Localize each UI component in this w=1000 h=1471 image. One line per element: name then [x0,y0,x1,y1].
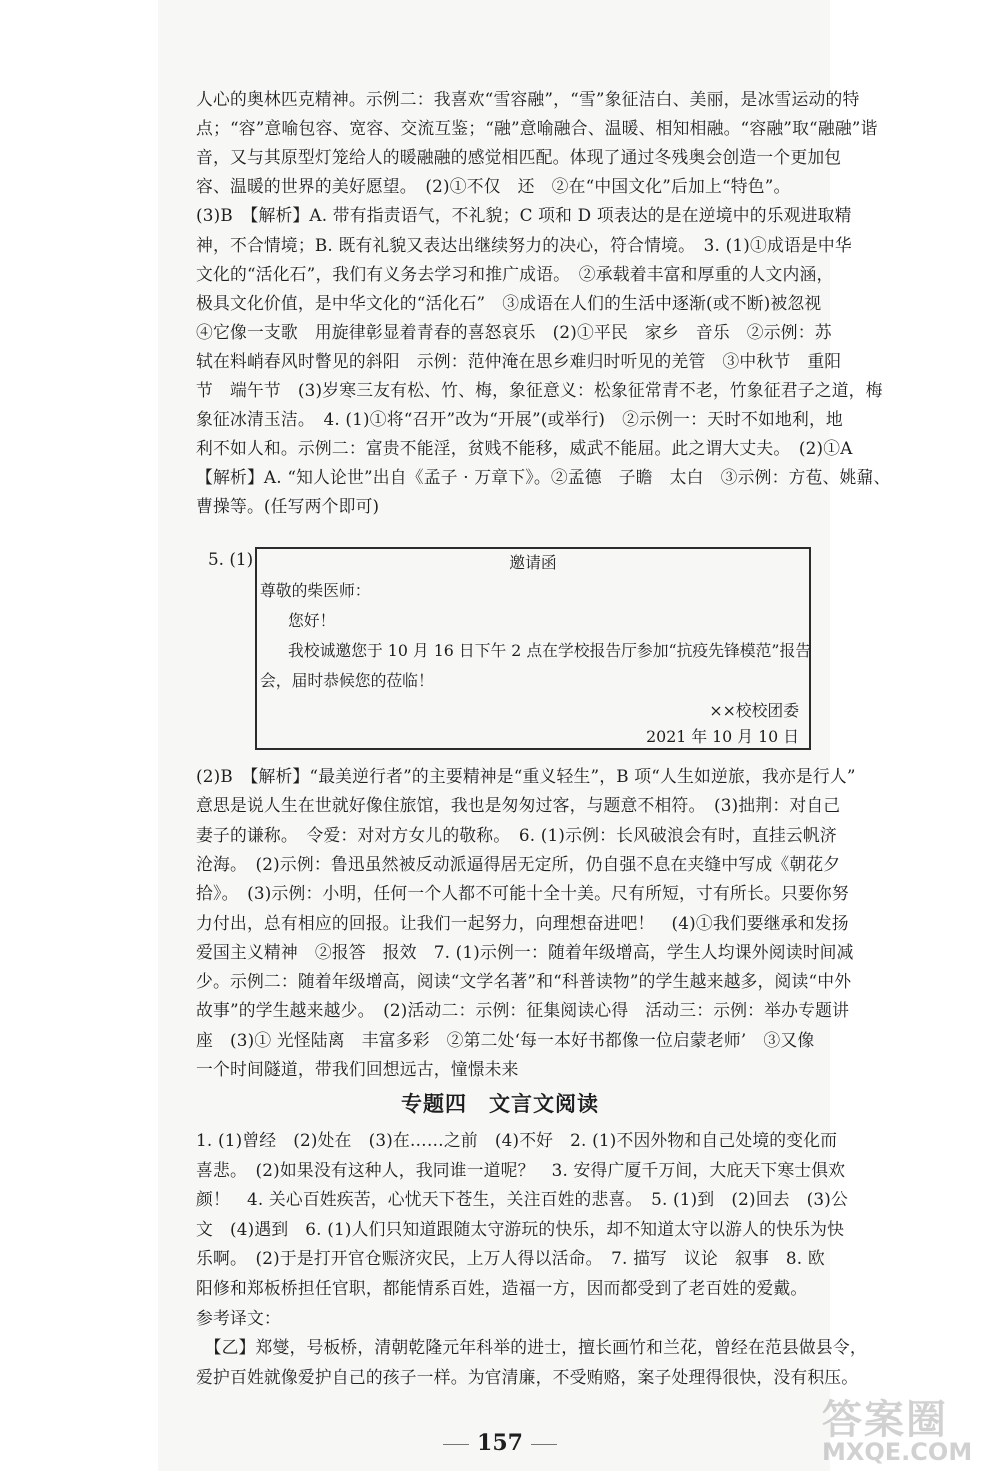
letter-salutation: 尊敬的柴医师： [260,581,371,600]
answer-line: 点；“容”意喻包容、宽容、交流互鉴；“融”意喻融合、温暖、相知相融。“容融”取“融融”谐 [196,118,878,139]
answer-line: 喜悲。 (2)如果没有这种人，我同谁一道呢？ 3. 安得广厦千万间，大庇天下寒士俱欢 [196,1159,846,1180]
answer-line: 妻子的谦称。 令爱：对对方女儿的敬称。 6. (1)示例：长风破浪会有时，直挂云帆济 [196,824,837,845]
page-number-dash-right [531,1444,557,1445]
item5-label: 5. (1) [208,549,254,569]
answer-line: 少。示例二：随着年级增高，阅读“文学名著”和“科普读物”的学生越来越多，阅读“中外 [196,971,852,992]
letter-greeting: 您好！ [288,611,336,630]
answer-line: 文化的“活化石”，我们有义务去学习和推广成语。 ②承载着丰富和厚重的人文内涵， [196,263,834,284]
answer-line: 利不如人和。示例二：富贵不能淫，贫贱不能移，威武不能屈。此之谓大丈夫。 (2)①A [196,438,853,459]
watermark-bottom: MXQE.COM [822,1438,973,1466]
answer-line: 人心的奥林匹克精神。示例二：我喜欢“雪容融”，“雪”象征洁白、美丽，是冰雪运动的特 [196,89,860,109]
answer-line: 力付出，总有相应的回报。让我们一起努力，向理想奋进吧！ (4)①我们要继承和发扬 [196,912,849,933]
answer-line: 容、温暖的世界的美好愿望。 (2)①不仅 还 ②在“中国文化”后加上“特色”。 [196,176,791,197]
answer-line: 节 端午节 (3)岁寒三友有松、竹、梅，象征意义：松象征常青不老，竹象征君子之道，梅 [196,380,883,400]
answer-line: 颜！ 4. 关心百姓疾苦，心忧天下苍生，关注百姓的悲喜。 5. (1)到 (2)回去 (3)公 [196,1189,849,1210]
answer-line: 沧海。 (2)示例：鲁迅虽然被反动派逼得居无定所，仍自强不息在夹缝中写成《朝花夕 [196,853,841,874]
page-number-text: 157 [477,1430,523,1456]
letter-title: 邀请函 [509,553,557,572]
answer-line: 1. (1)曾经 (2)处在 (3)在……之前 (4)不好 2. (1)不因外物和自己处境的变化而 [196,1130,838,1150]
answer-line: 一个时间隧道，带我们回想远古，憧憬未来 [196,1059,519,1079]
answer-line: ④它像一支歌 用旋律彰显着青春的喜怒哀乐 (2)①平民 家乡 音乐 ②示例：苏 [196,321,832,342]
letter-signature: ××校校团委 [709,701,799,720]
answer-line: 拾》。 (3)示例：小明，任何一个人都不可能十全十美。尺有所短，寸有所长。只要你努 [196,883,849,904]
page-number-dash-left [443,1444,469,1445]
answer-line: 轼在料峭春风时瞥见的斜阳 示例：范仲淹在思乡难归时听见的羌管 ③中秋节 重阳 [196,350,842,371]
watermark-top: 答案圈 [822,1397,948,1443]
answer-line: 爱国主义精神 ②报答 报效 7. (1)示例一：随着年级增高，学生人均课外阅读时间减 [196,941,854,962]
letter-date: 2021 年 10 月 10 日 [646,727,799,746]
invitation-letter-box [255,547,811,750]
answer-line: 音，又与其原型灯笼给人的暖融融的感觉相匹配。体现了通过冬残奥会创造一个更加包 [196,147,842,168]
letter-body-line1: 我校诚邀您于 10 月 16 日下午 2 点在学校报告厅参加“抗疫先锋模范”报告 [288,641,812,660]
answer-line: 乐啊。 (2)于是打开官仓赈济灾民，上万人得以活命。 7. 描写 议论 叙事 8. 欧 [196,1248,825,1269]
answer-line: 座 (3)① 光怪陆离 丰富多彩 ②第二处‘每一本好书都像一位启蒙老师’ ③又像 [196,1029,815,1050]
answer-line: 文 (4)遇到 6. (1)人们只知道跟随太守游玩的快乐，却不知道太守以游人的快乐为快 [196,1218,845,1239]
answer-line: 故事”的学生越来越少。 (2)活动二：示例：征集阅读心得 活动三：示例：举办专题讲 [196,1000,850,1021]
section-heading: 专题四 文言文阅读 [401,1091,599,1116]
answer-line: 曹操等。(任写两个即可) [196,496,380,517]
answer-line: 极具文化价值，是中华文化的“活化石” ③成语在人们的生活中逐渐(或不断)被忽视 [196,292,822,313]
answer-line: 阳修和郑板桥担任官职，都能情系百姓，造福一方，因而都受到了老百姓的爱戴。 [196,1278,808,1298]
answer-line: 象征冰清玉洁。 4. (1)①将“召开”改为“开展”(或举行) ②示例一：天时不如地利，地 [196,409,843,430]
answer-line: 意思是说人生在世就好像住旅馆，我也是匆匆过客，与题意不相符。 (3)拙荆：对自己 [196,795,841,816]
answer-line: 【乙】郑燮，号板桥，清朝乾隆元年科举的进士，擅长画竹和兰花，曾经在范县做县令， [196,1337,867,1358]
answer-line: 【解析】A. “知人论世”出自《孟子 · 万章下》。②孟德 子瞻 太白 ③示例：方苞、姚鼐、 [196,467,891,488]
answer-line: 参考译文： [196,1307,281,1328]
letter-body-line2: 会，届时恭候您的莅临！ [260,671,434,690]
answer-line: 爱护百姓就像爱护自己的孩子一样。为官清廉，不受贿赂，案子处理得很快，没有积压。 [196,1366,859,1387]
answer-line: 神，不合情境；B. 既有礼貌又表达出继续努力的决心，符合情境。 3. (1)①成语是中华 [196,234,852,255]
answer-line: (3)B 【解析】A. 带有指责语气，不礼貌；C 项和 D 项表达的是在逆境中的乐观进取精 [196,205,852,226]
watermark-logo [808,1388,998,1468]
answer-line: (2)B 【解析】“最美逆行者”的主要精神是“重义轻生”，B 项“人生如逆旅，我亦是行人” [196,766,856,786]
